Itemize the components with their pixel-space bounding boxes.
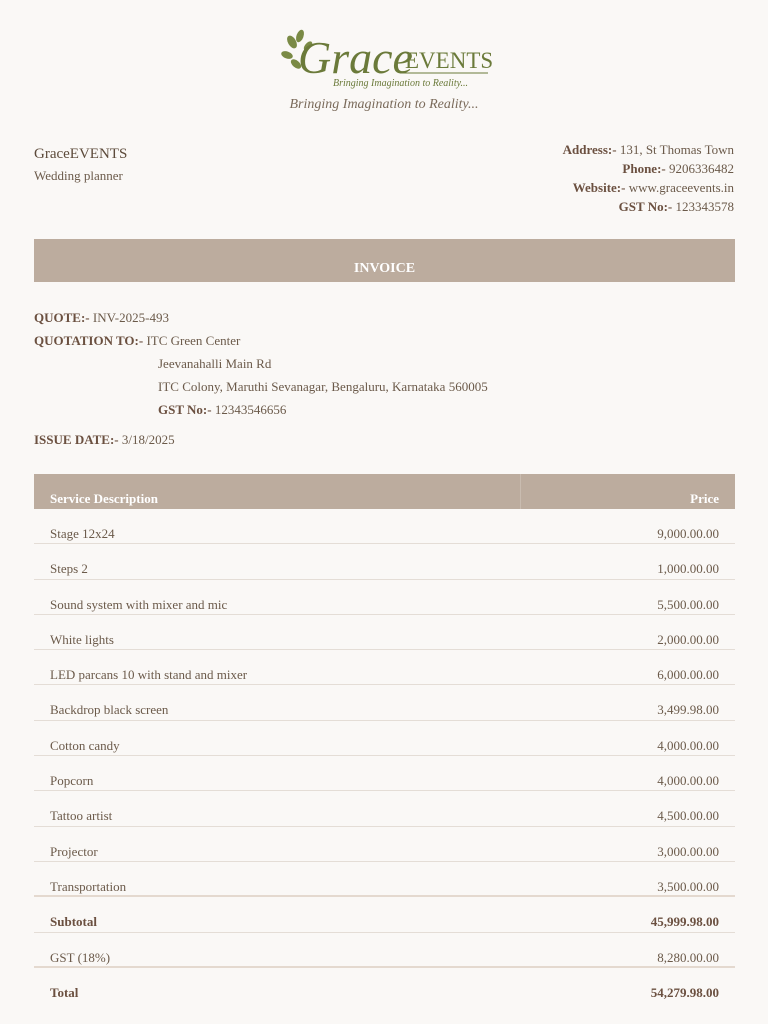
row-description: White lights — [50, 631, 114, 647]
address-line: Address:- 131, St Thomas Town — [562, 142, 734, 157]
row-description: Cotton candy — [50, 737, 120, 753]
row-price: 5,500.00.00 — [657, 596, 719, 612]
invoice-title: INVOICE — [34, 239, 735, 282]
quotation-to: QUOTATION TO:- ITC Green Center — [34, 333, 241, 348]
subtotal-row: Subtotal 45,999.98.00 — [34, 897, 735, 932]
row-price: 4,500.00.00 — [657, 808, 719, 824]
row-price: 3,000.00.00 — [657, 843, 719, 859]
table-row — [34, 791, 735, 826]
quote-block — [34, 306, 488, 421]
total-row: Total 54,279.98.00 — [50, 984, 719, 1000]
row-price: 3,500.00.00 — [657, 878, 719, 894]
row-description: LED parcans 10 with stand and mixer — [50, 667, 248, 683]
table-row — [34, 544, 735, 579]
table-row — [34, 509, 735, 544]
row-description: Popcorn — [50, 773, 94, 789]
row-description: Sound system with mixer and mic — [50, 596, 228, 612]
table-row — [34, 862, 735, 897]
row-description: Transportation — [50, 878, 127, 894]
table-row — [34, 721, 735, 756]
svg-text:EVENTS: EVENTS — [405, 48, 494, 73]
quote-number: QUOTE:- INV-2025-493 — [34, 310, 169, 325]
tagline: Bringing Imagination to Reality... — [289, 97, 479, 112]
row-price: 4,000.00.00 — [657, 773, 719, 789]
company-name: GraceEVENTS — [34, 146, 128, 162]
contact-block — [563, 140, 734, 216]
row-price: 2,000.00.00 — [657, 631, 719, 647]
row-price: 3,499.98.00 — [657, 702, 719, 718]
company-logo — [0, 28, 768, 90]
row-description: Tattoo artist — [50, 808, 113, 824]
website-line: Website:- www.graceevents.in — [572, 180, 734, 195]
company-subtitle: Wedding planner — [34, 168, 123, 183]
table-row — [34, 827, 735, 862]
svg-text:Grace: Grace — [298, 32, 413, 83]
row-description: Steps 2 — [50, 561, 88, 577]
table-row — [34, 650, 735, 685]
table-row — [34, 756, 735, 791]
company-block — [34, 146, 127, 184]
client-gst: GST No:- 12343546656 — [158, 402, 287, 417]
table-row — [34, 580, 735, 615]
row-description: Projector — [50, 843, 98, 859]
phone-line: Phone:- 9206336482 — [622, 161, 734, 176]
svg-text:Bringing Imagination to Realit: Bringing Imagination to Reality... — [333, 78, 468, 89]
row-price: 9,000.00.00 — [657, 526, 719, 541]
header-description: Service Description — [50, 491, 158, 506]
gst-line: GST No:- 123343578 — [618, 199, 734, 214]
gst-row: GST (18%) 8,280.00.00 — [34, 933, 735, 968]
row-price: 4,000.00.00 — [657, 737, 719, 753]
row-price: 1,000.00.00 — [657, 561, 719, 577]
header-price: Price — [690, 491, 719, 506]
services-table — [34, 474, 735, 1003]
table-row — [34, 685, 735, 720]
table-header — [34, 474, 735, 509]
row-description: Backdrop black screen — [50, 702, 169, 718]
client-address-line2: ITC Colony, Maruthi Sevanagar, Bengaluru, Karnataka 560005 — [158, 379, 488, 394]
issue-date: ISSUE DATE:- 3/18/2025 — [34, 432, 175, 447]
client-address-line1: Jeevanahalli Main Rd — [158, 356, 272, 371]
row-description: Stage 12x24 — [50, 526, 115, 541]
row-price: 6,000.00.00 — [657, 667, 719, 683]
table-row — [34, 615, 735, 650]
